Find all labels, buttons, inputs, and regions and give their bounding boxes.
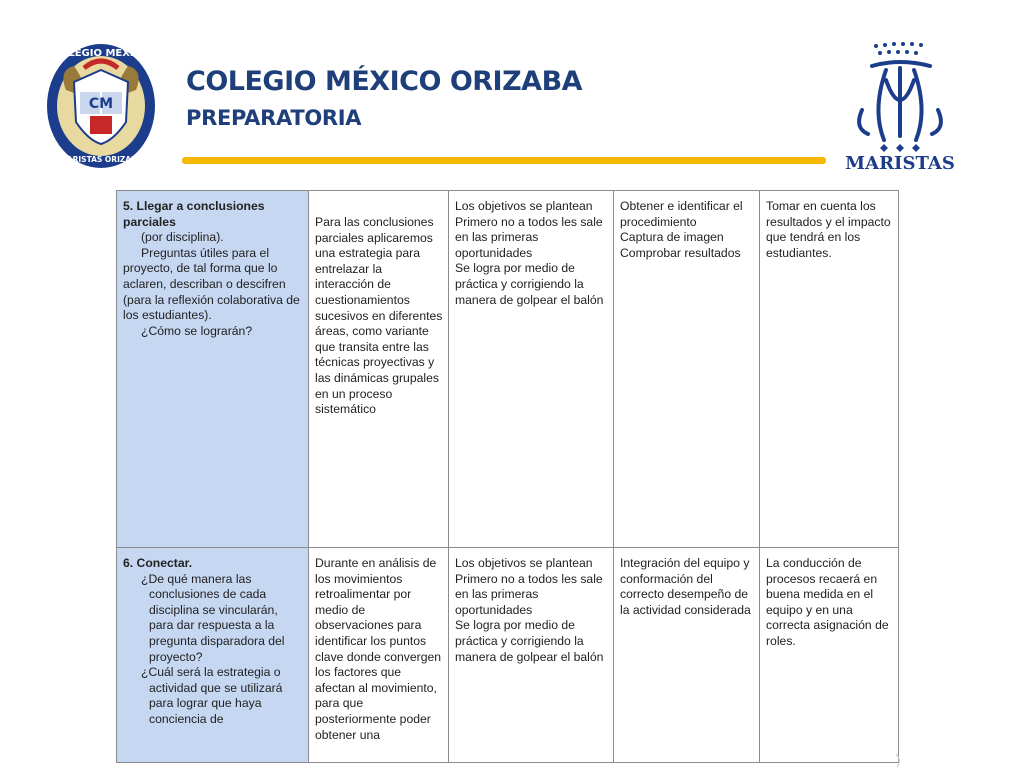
table-cell <box>309 548 449 763</box>
cell-text: La conducción de procesos recaerá en buena medida en el equipo y en una correcta asignación de roles. <box>766 556 889 648</box>
lead-line: ¿De qué manera las conclusiones de cada disciplina se vincularán, para dar respuesta a la pregunta disparadora del proyecto? <box>141 571 285 664</box>
cell-text: Integración del equipo y conformación del correcto desempeño de la actividad considerada <box>620 556 751 617</box>
school-crest-icon <box>44 40 158 170</box>
table-row <box>117 548 899 763</box>
table-cell <box>760 548 899 763</box>
lead-line: ¿Cómo se lograrán? <box>141 323 253 338</box>
crest-text-top: COLEGIO MEXICO <box>52 48 150 59</box>
page-title: COLEGIO MÉXICO ORIZABA <box>186 66 583 97</box>
cell-text: Para las conclusiones parciales aplicaremos una estrategia para entrelazar la interacción de cuestionamientos sucesivos en diferentes áreas, como variante que transita entre las técnicas proyectivas y las dinámicas grupales en un proceso sistemático <box>315 215 443 417</box>
page-curl-icon <box>894 752 904 768</box>
table-cell <box>760 191 899 548</box>
lead-cell <box>117 548 309 763</box>
cell-text: Tomar en cuenta los resultados y el impacto que tendrá en los estudiantes. <box>766 199 891 260</box>
page-subtitle: PREPARATORIA <box>186 106 362 130</box>
row-heading: 6. Conectar. <box>123 556 193 570</box>
table-cell <box>449 191 614 548</box>
table-cell <box>614 191 760 548</box>
lead-line: ¿Cuál será la estrategia o actividad que se utilizará para lograr que haya conciencia de <box>141 665 283 726</box>
cell-text: Primero no a todos les sale en las primeras oportunidades <box>455 214 603 260</box>
cell-text: Obtener e identificar el procedimiento <box>620 199 743 229</box>
cell-text: Primero no a todos les sale en las primeras oportunidades <box>455 571 603 617</box>
cell-text: Captura de imagen <box>620 230 724 245</box>
maristas-monogram-icon <box>842 40 967 175</box>
cell-text: Los objetivos se plantean <box>455 556 593 570</box>
planning-table <box>116 190 899 763</box>
row-heading: 5. Llegar a conclusiones parciales <box>123 199 265 229</box>
crest-letters: CM <box>88 96 114 112</box>
cell-text: Los objetivos se plantean <box>455 199 593 213</box>
table-row <box>117 191 899 548</box>
lead-line: Preguntas útiles para el proyecto, de tal forma que lo aclaren, describan o descifren (para la reflexión colaborativa de los estudiantes). <box>123 245 300 323</box>
cell-text: Se logra por medio de práctica y corrigiendo la manera de golpear el balón <box>455 261 604 307</box>
title-underline <box>182 157 826 164</box>
crest-text-bottom: MARISTAS ORIZABA <box>59 155 143 164</box>
table-cell <box>449 548 614 763</box>
cell-text: Comprobar resultados <box>620 245 741 260</box>
table-cell <box>309 191 449 548</box>
maristas-logo-text: MARISTAS <box>845 153 955 174</box>
table-cell <box>614 548 760 763</box>
lead-line: (por disciplina). <box>141 230 224 245</box>
lead-cell <box>117 191 309 548</box>
cell-text: Durante en análisis de los movimientos retroalimentar por medio de observaciones para identificar los puntos clave donde convergen los factores que afectan al movimiento, para que posteriormente poder obtener una <box>315 556 442 742</box>
cell-text: Se logra por medio de práctica y corrigiendo la manera de golpear el balón <box>455 618 604 664</box>
